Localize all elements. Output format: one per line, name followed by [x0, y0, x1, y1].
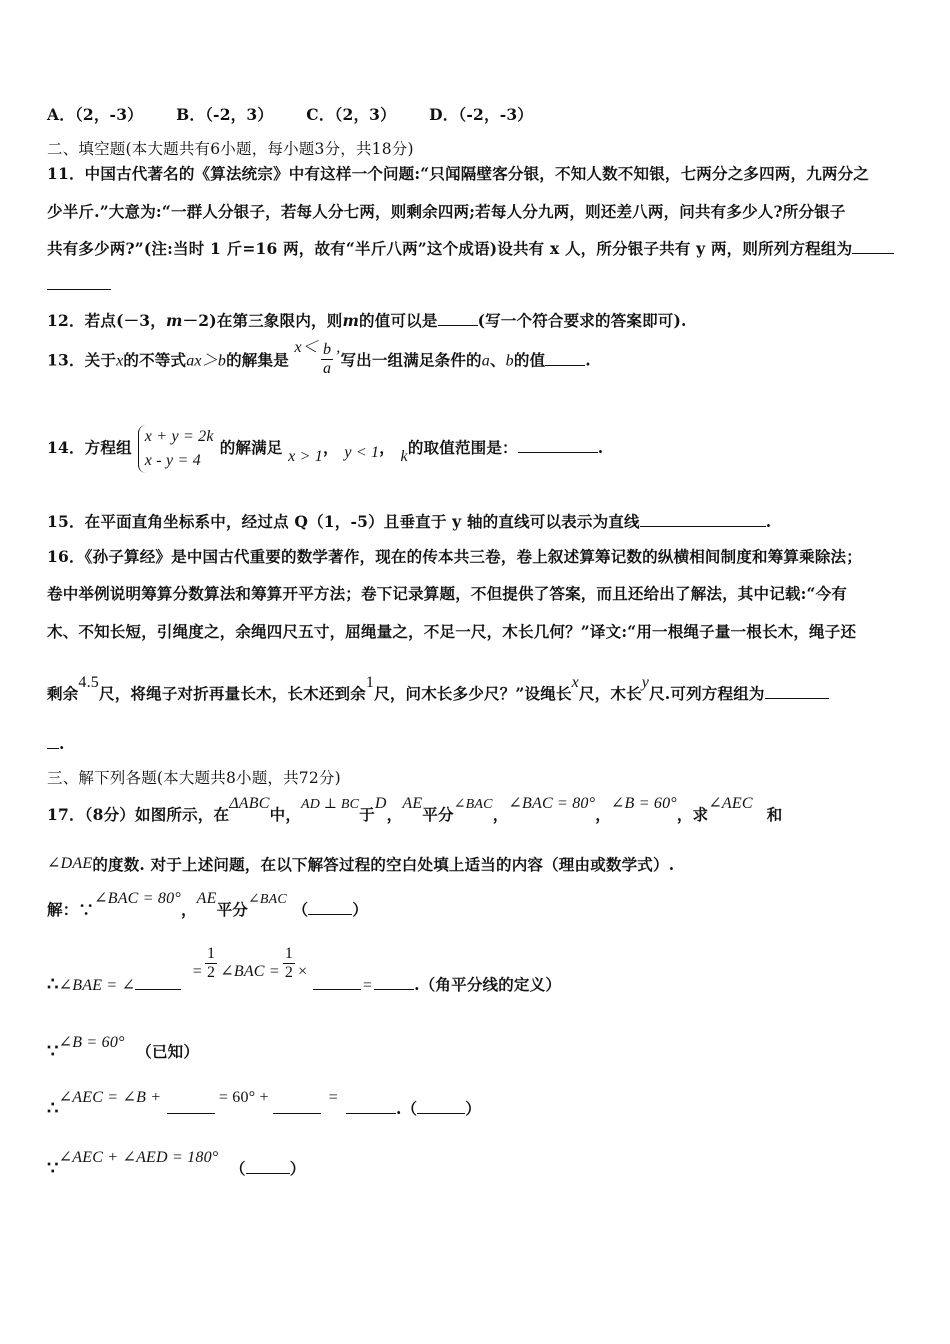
section3-title: 三、解下列各题(本大题共8小题，共72分): [47, 769, 341, 787]
q17-comma1: ，: [386, 805, 403, 824]
q17-angle-dae: ∠DAE: [47, 855, 93, 872]
q13-t2: 的解集是: [226, 350, 289, 370]
therefore-symbol-2: ∴: [47, 1098, 59, 1119]
q14-cond2: y < 1: [344, 444, 380, 461]
sol-l2-den2: 2: [284, 964, 294, 981]
sol-l1-ae: AE: [196, 890, 217, 907]
q11-line2: 少半斤.”大意为:“一群人分银子，若每人分七两，则剩余四两;若每人分九两，则还差八两，问共有多少人?所分银子: [47, 202, 846, 221]
sol-l2-reason: .（角平分线的定义）: [414, 974, 562, 994]
sol-l1-bac: ∠BAC = 80°: [94, 890, 181, 907]
sol-l2-blank-angle[interactable]: [135, 975, 181, 990]
q12-var-m: m: [166, 311, 183, 330]
sol-l2-den: 2: [207, 964, 216, 981]
sol-l5-reason-blank[interactable]: [246, 1159, 290, 1174]
because-symbol-2: ∵: [47, 1158, 59, 1179]
q16-line3: 木、不知长短，引绳度之，余绳四尺五寸，屈绳量之，不足一尺，木长几何？”译文:“用一根绳子量一根长木，绳子还: [47, 622, 857, 641]
q15-text: 15．在平面直角坐标系中，经过点 Q（1，-5）且垂直于 y 轴的直线可以表示为直线: [47, 512, 640, 531]
q11-answer-blank[interactable]: [852, 239, 894, 254]
q16-value-1: 1: [365, 674, 375, 691]
q16-l4-e: 尺.可列方程组为: [649, 684, 765, 703]
q17-point-d: D: [374, 795, 387, 812]
option-c: C．（2，3）: [306, 105, 396, 124]
q17-pre: 17．（8分）如图所示，在: [47, 805, 230, 824]
q17-comma3: ，: [595, 805, 611, 824]
q12-mid: －2)在第三象限内，则: [182, 311, 343, 330]
q12-post: 的值可以是: [359, 311, 438, 330]
sol-line1: [47, 890, 910, 920]
q17-ae: AE: [402, 795, 423, 812]
sol-l4-reason-blank[interactable]: [417, 1099, 465, 1114]
q16-l4-a: 剩余: [47, 684, 79, 703]
q13-inequality: ax＞b: [186, 352, 227, 370]
sol-l2-half-2: [283, 945, 295, 982]
sol-l4-paren-r: ）: [465, 1099, 481, 1118]
option-d: D．（-2，-3）: [429, 105, 534, 124]
q12-var-m2: m: [342, 311, 360, 330]
sol-l2-bac: ∠BAC =: [220, 962, 280, 980]
q13-t1: 的不等式: [123, 350, 187, 370]
sol-l1-bac2: ∠BAC: [248, 892, 287, 907]
sol-l1-t: 平分: [216, 900, 248, 919]
q17-t1: 中，: [269, 805, 302, 824]
q16-l4-d: 尺，木长: [578, 684, 642, 703]
q14-comma2: ，: [379, 438, 395, 457]
q12-answer-blank[interactable]: [438, 311, 478, 326]
q17-b-60: ∠B = 60°: [610, 795, 677, 812]
sol-l5-paren-r: ）: [289, 1159, 306, 1178]
sol-l4-mid: = 60° +: [218, 1089, 269, 1106]
sol-l2-num: 1: [207, 945, 216, 962]
q17-comma2: ，: [492, 805, 509, 824]
q11-line4: [47, 275, 910, 294]
q14-var-k: k: [400, 448, 408, 465]
q10-options: [47, 103, 910, 125]
q12: [47, 309, 910, 331]
q16-value-4-5: 4.5: [78, 674, 100, 691]
q14-answer-blank[interactable]: [518, 438, 598, 453]
sol-l1-reason-blank[interactable]: [308, 900, 352, 915]
sol-l1-pre: 解：∵: [47, 900, 95, 919]
q13-var-a: a: [481, 352, 490, 370]
sol-l2-blank-value[interactable]: [313, 975, 361, 990]
q17-bac-80: ∠BAC = 80°: [508, 795, 596, 812]
q17-line2: [47, 853, 910, 875]
because-symbol-1: ∵: [47, 1041, 59, 1062]
therefore-symbol-1: ∴: [47, 973, 59, 995]
q13-sep: 、: [489, 350, 506, 370]
sol-l2-blank-result[interactable]: [374, 975, 414, 990]
q16-l4-b: 尺，将绳子对折再量长木，长木还到余: [99, 684, 366, 703]
q14-t1: 的解满足: [219, 438, 283, 457]
q14-equation-system: [138, 425, 214, 473]
sol-l2-bae: ∠BAE = ∠: [58, 976, 136, 994]
q17-angle-bac: ∠BAC: [453, 797, 493, 812]
q14-cond1: x > 1: [288, 448, 324, 465]
q17-line1: [47, 795, 910, 825]
q14-end: .: [597, 438, 604, 457]
q15-end: .: [765, 512, 772, 531]
q12-tail: (写一个符合要求的答案即可).: [477, 311, 687, 330]
q13-var-x: x: [116, 352, 124, 370]
q16-line2: 卷中举例说明筹算分数算法和筹算开平方法；卷下记录算题，不但提供了答案，而且还给出了解法，其中记载:“今有: [47, 584, 848, 603]
q16-l4-c: 尺，问木长多少尺？”设绳长: [374, 684, 572, 703]
sol-line3: [47, 1030, 910, 1062]
option-a: A．（2，-3）: [47, 105, 143, 124]
sol-line4: [47, 1085, 910, 1119]
q11-answer-blank-cont[interactable]: [47, 275, 111, 290]
q14-eq2: x - y = 4: [144, 452, 201, 469]
q11-line3: [47, 237, 910, 259]
q11-line1: 11．中国古代著名的《算法统宗》中有这样一个问题:“只闻隔壁客分银，不知人数不知银，七两分之多四两，九两分之: [47, 164, 870, 183]
q16-answer-blank-cont[interactable]: [47, 734, 59, 749]
q17-t3: 平分: [422, 805, 454, 824]
q14-pre: 14．方程组: [47, 438, 132, 457]
sol-l3-b: ∠B = 60°: [58, 1034, 125, 1051]
q14-t2: 的取值范围是：: [407, 438, 518, 457]
q13-end: .: [585, 350, 591, 370]
q17-t4: ，求: [676, 805, 709, 824]
sol-l5-sum: ∠AEC + ∠AED = 180°: [58, 1149, 219, 1166]
q13-pre: 13．关于: [47, 350, 117, 370]
sol-l1-comma: ，: [180, 900, 197, 919]
q13: [47, 338, 910, 380]
q13-solution-x: x＜: [294, 338, 319, 356]
sol-l1-paren-l: （: [292, 900, 309, 919]
sol-l5-paren-l: （: [230, 1159, 246, 1178]
q14-comma: ，: [323, 438, 339, 457]
q17-line2-text: 的度数. 对于上述问题，在以下解答过程的空白处填上适当的内容（理由或数学式）.: [92, 855, 675, 874]
q16-line1: 16．《孙子算经》是中国古代重要的数学著作，现在的传本共三卷，卷上叙述算筹记数的纵横相间制度和筹算乘除法；: [47, 547, 862, 566]
q16-var-x: x: [571, 674, 579, 691]
section2-title: 二、填空题(本大题共有6小题，每小题3分，共18分): [47, 140, 414, 158]
q12-pre: 12．若点(－3，: [47, 311, 166, 330]
q13-frac-num: b: [323, 341, 332, 358]
q13-comma: ,: [336, 338, 341, 356]
sol-l4-paren-l: （: [401, 1099, 418, 1118]
q14-eq1: x + y = 2k: [144, 428, 214, 445]
sol-line5: [47, 1145, 910, 1179]
sol-l4-dot: .: [395, 1099, 402, 1118]
q17-t2: 于: [359, 805, 375, 824]
q16-answer-blank[interactable]: [765, 684, 829, 699]
sol-l2-times: ×: [298, 962, 308, 980]
q16-line5: [47, 734, 910, 753]
sol-l2-eq2: =: [362, 976, 373, 994]
q17-perp: AD ⊥ BC: [301, 797, 360, 812]
q17-triangle: ΔABC: [229, 795, 270, 812]
q17-t5: 和: [766, 805, 783, 824]
sol-l2-num2: 1: [284, 945, 294, 962]
q13-frac-den: a: [323, 360, 332, 377]
sol-l4-blank-3[interactable]: [346, 1099, 396, 1114]
q16-line4: [47, 674, 910, 704]
q16-var-y: y: [641, 674, 650, 691]
q13-t4: 的值: [513, 350, 546, 370]
sol-l2-eq: =: [192, 962, 203, 980]
q15-answer-blank[interactable]: [640, 512, 766, 527]
sol-l2-half-1: [205, 945, 217, 982]
q16-end: .: [59, 734, 65, 753]
sol-l1-paren-r: ）: [352, 900, 368, 919]
sol-line2: [47, 945, 910, 995]
sol-l4-blank-2[interactable]: [273, 1099, 321, 1114]
q13-fraction: [321, 341, 333, 378]
q14: [47, 425, 910, 473]
sol-l4-aec: ∠AEC = ∠B +: [58, 1089, 162, 1106]
q15: [47, 510, 910, 532]
sol-l3-reason: （已知）: [136, 1042, 200, 1061]
q11-line3-text: 共有多少两?”(注:当时 1 斤=16 两，故有“半斤八两”这个成语)设共有 x 人，所分银子共有 y 两，则所列方程组为: [47, 239, 853, 258]
q17-angle-aec: ∠AEC: [708, 795, 753, 812]
sol-l4-blank-1[interactable]: [167, 1099, 215, 1114]
sol-l4-eq: =: [328, 1089, 338, 1106]
q13-answer-blank[interactable]: [545, 351, 585, 366]
q13-t3: 写出一组满足条件的: [340, 350, 482, 370]
option-b: B．（-2，3）: [176, 105, 274, 124]
q13-var-b: b: [505, 352, 514, 370]
